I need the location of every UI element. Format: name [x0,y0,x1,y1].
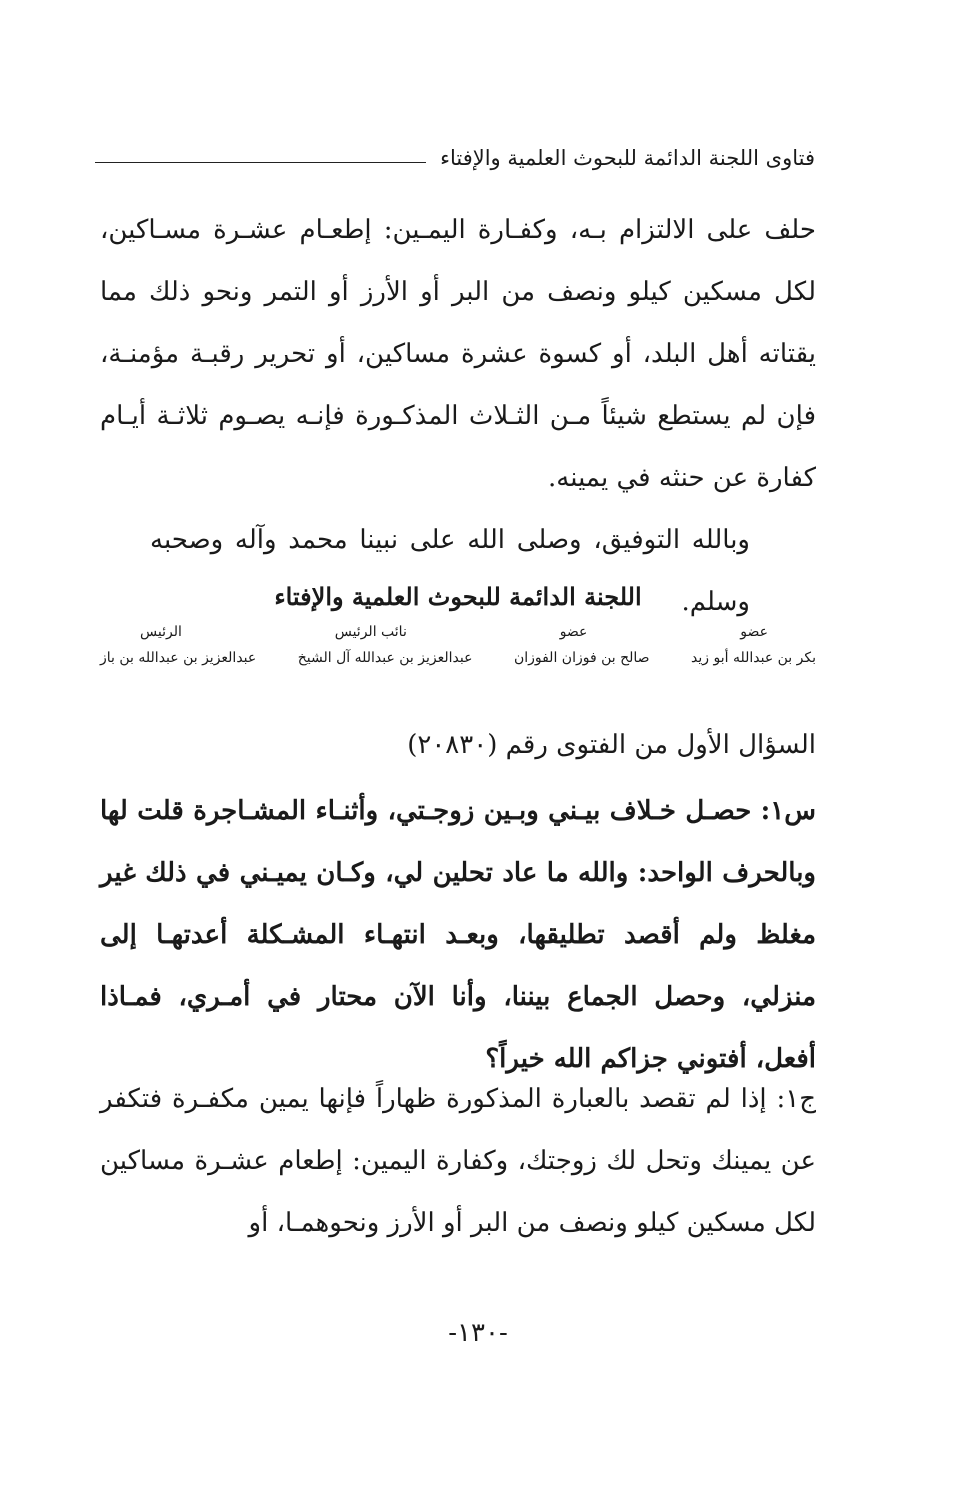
signature-block [100,624,816,694]
question-text: س١: حصـل خـلاف بيـني وبـين زوجـتي، وأثنـاء المشـاجرة قلت لها وبالحرف الواحد: والله ما عاد تحلين لي، وكـان يميـني في ذلك غير مغلظ ولم أقصد تطليقها، وبعـد انتهـاء المشـكلة أعدتهـا إلى منزلي، وحصل الجماع بيننا، وأنا الآن محتار في أمـري، فمـاذا أفعل، أفتوني جزاكم الله خيراً؟ [100,796,816,1074]
signature-roles [100,624,816,640]
header-title: فتاوى اللجنة الدائمة للبحوث العلمية والإفتاء [440,146,815,170]
answer-text: ج١: إذا لم تقصد بالعبارة المذكورة ظهاراً فإنها يمين مكفـرة فتكفر عن يمينك وتحل لك زوجتك، وكفارة اليمين: إطعام عشـرة مساكين لكل مسكين كيلو ونصف من البر أو الأرز ونحوهمـا، أو [100,1084,816,1238]
running-header [95,138,815,178]
role-vice-president: نائب الرئيس [334,624,407,640]
signature-names [100,650,816,666]
page-number: -١٣٠- [448,1318,508,1348]
name-vice-president: عبدالعزيز بن عبدالله آل الشيخ [297,650,473,666]
name-president: عبدالعزيز بن عبدالله بن باز [100,650,257,666]
role-president: الرئيس [140,624,182,640]
name-member-1: بكر بن عبدالله أبو زيد [691,650,816,666]
paragraph-closing: وبالله التوفيق، وصلى الله على نبينا محمد وآله وصحبه وسلم. [150,525,750,617]
question-heading: السؤال الأول من الفتوى رقم (٢٠٨٣٠) [407,730,816,760]
header-rule [95,162,426,163]
role-member-2: عضو [559,624,588,640]
name-member-2: صالح بن فوزان الفوزان [513,650,650,666]
role-member-1: عضو [740,624,768,640]
committee-title: اللجنة الدائمة للبحوث العلمية والإفتاء [274,582,642,611]
paragraph-expiation: حلف على الالتزام بـه، وكفـارة اليمـين: إطعـام عشـرة مسـاكين، لكل مسكين كيلو ونصف من البر أو الأرز أو التمر ونحو ذلك مما يقتاته أهل البلد، أو كسوة عشرة مساكين، أو تحرير رقبـة مؤمنـة، فإن لم يستطع شيئاً مـن الثـلاث المذكـورة فإنـه يصـوم ثلاثـة أيـام كفارة عن حنثه في يمينه. [100,215,816,493]
